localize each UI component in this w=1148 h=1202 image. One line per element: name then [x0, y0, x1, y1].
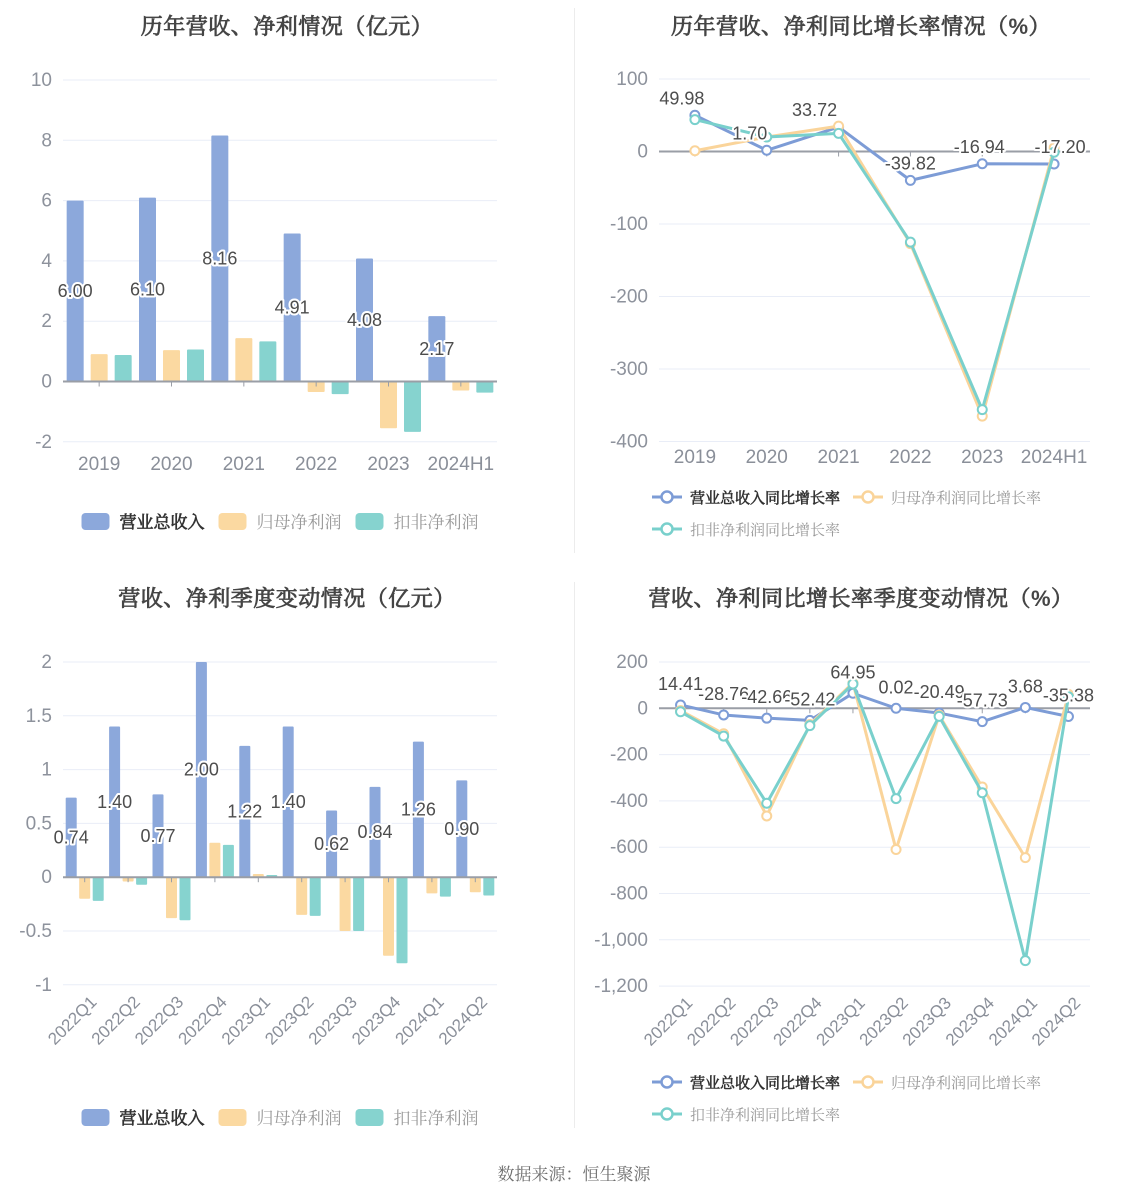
y-tick-label: -1,000: [594, 929, 648, 951]
data-point: [762, 146, 771, 155]
legend-label: 扣非净利润: [393, 1109, 479, 1128]
y-tick-label: -0.5: [19, 921, 52, 942]
data-point: [935, 712, 944, 721]
x-tick-label: 2022Q4: [174, 992, 231, 1049]
legend-label: 归母净利润同比增长率: [891, 490, 1042, 507]
value-label: 49.98: [659, 88, 705, 109]
bar: [440, 877, 451, 896]
bar: [93, 877, 104, 901]
legend-swatch: [219, 513, 247, 530]
x-tick-label: 2024H1: [1020, 447, 1088, 468]
legend-label: 营业总收入同比增长率: [690, 490, 841, 507]
x-tick-label: 2024H1: [427, 454, 495, 475]
y-tick-label: 2: [41, 652, 52, 673]
x-tick-label: 2023Q3: [898, 993, 955, 1050]
bar: [296, 877, 307, 915]
y-tick-label: -200: [609, 286, 648, 308]
chart-annual-revenue-profit-bar: [0, 0, 574, 570]
bar: [340, 877, 351, 931]
x-tick-label: 2022Q1: [640, 993, 697, 1050]
legend-item[interactable]: [652, 1074, 840, 1092]
y-tick-label: -200: [609, 744, 648, 766]
column-divider: [574, 582, 575, 1128]
value-label: -20.49: [913, 682, 965, 703]
y-tick-label: 100: [616, 69, 648, 90]
data-point: [1021, 703, 1030, 712]
y-tick-label: 200: [616, 652, 648, 673]
legend-marker: [662, 524, 673, 535]
x-tick-label: 2022Q3: [131, 992, 188, 1049]
y-tick-label: 1: [41, 759, 52, 781]
data-point: [719, 732, 728, 741]
x-tick-label: 2020: [745, 447, 788, 468]
x-tick-label: 2022: [889, 447, 932, 468]
data-point: [906, 176, 915, 185]
chart-title: 历年营收、净利同比增长率情况（%）: [670, 14, 1052, 39]
chart-annual-growth-line: [574, 0, 1148, 570]
legend-item[interactable]: [652, 1107, 840, 1124]
x-tick-label: 2024Q1: [984, 993, 1042, 1050]
legend-label: 归母净利润同比增长率: [891, 1075, 1042, 1092]
chart-title: 营收、净利同比增长率季度变动情况（%）: [648, 586, 1074, 611]
y-tick-label: -100: [609, 214, 648, 235]
x-tick-label: 2023Q4: [941, 993, 999, 1050]
chart-title: 历年营收、净利情况（亿元）: [140, 14, 434, 39]
data-point: [762, 811, 771, 820]
value-label: -28.76: [698, 683, 750, 704]
y-tick-label: 0: [41, 371, 52, 393]
legend-swatch: [356, 513, 384, 530]
y-tick-label: 4: [41, 250, 52, 272]
y-tick-label: 1.5: [25, 705, 52, 727]
data-source-note: 数据来源：恒生聚源: [497, 1165, 651, 1184]
x-tick-label: 2022Q1: [44, 992, 101, 1049]
value-label: -57.73: [956, 690, 1008, 711]
bar: [332, 382, 349, 395]
value-label: 8.16: [202, 248, 238, 269]
data-point: [690, 115, 699, 124]
y-tick-label: 2: [41, 311, 52, 333]
bar: [136, 877, 147, 885]
value-label: -35.38: [1042, 685, 1094, 706]
legend-marker: [863, 1077, 874, 1088]
value-label: -17.20: [1034, 136, 1086, 157]
bar: [259, 341, 276, 381]
x-tick-label: 2024Q2: [434, 992, 492, 1049]
value-label: 4.08: [346, 309, 383, 330]
legend-label: 营业总收入: [119, 513, 205, 532]
bar: [404, 382, 421, 432]
x-tick-label: 2023Q2: [261, 992, 318, 1049]
value-label: 6.00: [57, 281, 93, 302]
bar: [91, 354, 108, 381]
value-label: 1.26: [400, 799, 436, 820]
value-label: 0.90: [444, 818, 480, 839]
data-point: [834, 129, 843, 138]
y-tick-label: 10: [30, 70, 52, 91]
x-tick-label: 2023Q1: [217, 992, 275, 1049]
legend-marker: [662, 1077, 673, 1088]
value-label: 4.91: [274, 297, 310, 318]
legend-item[interactable]: [356, 513, 479, 532]
x-tick-label: 2023: [961, 447, 1004, 468]
bar: [235, 338, 252, 381]
x-tick-label: 2021: [222, 454, 265, 475]
data-point: [978, 717, 987, 726]
bar: [383, 877, 394, 956]
value-label: 3.68: [1007, 676, 1043, 697]
legend-label: 营业总收入同比增长率: [690, 1075, 841, 1092]
column-divider: [574, 8, 575, 553]
chart-quarterly-growth-line: [574, 570, 1148, 1160]
legend-item[interactable]: [652, 489, 840, 507]
legend-item[interactable]: [219, 1109, 342, 1128]
value-label: 0.74: [53, 827, 89, 848]
value-label: 14.41: [658, 673, 704, 694]
value-label: -52.42: [784, 689, 836, 710]
y-tick-label: -1: [35, 974, 52, 996]
x-tick-label: 2022: [295, 454, 338, 475]
chart-title: 营收、净利季度变动情况（亿元）: [118, 586, 456, 611]
x-tick-label: 2020: [150, 454, 193, 475]
data-point: [1021, 956, 1030, 965]
value-label: -42.66: [741, 687, 793, 708]
y-tick-label: 0: [41, 867, 52, 889]
legend-swatch: [82, 513, 110, 530]
data-point: [805, 721, 814, 730]
legend-item[interactable]: [853, 490, 1041, 507]
x-tick-label: 2023Q1: [812, 993, 869, 1050]
value-label: 64.95: [830, 662, 876, 683]
x-tick-label: 2023Q3: [304, 992, 361, 1049]
data-point: [978, 159, 987, 168]
line-series: [681, 684, 1069, 961]
data-point: [978, 405, 987, 414]
value-label: 1.22: [227, 801, 263, 822]
bar: [163, 350, 180, 381]
legend-item[interactable]: [853, 1075, 1041, 1092]
legend-item[interactable]: [82, 1108, 205, 1128]
bar: [380, 382, 397, 429]
y-tick-label: 0: [637, 141, 648, 163]
value-label: 0.62: [314, 833, 350, 854]
value-label: 6.10: [129, 279, 166, 300]
y-tick-label: -800: [609, 883, 648, 905]
bar: [187, 350, 204, 382]
data-point: [892, 704, 901, 713]
legend-item[interactable]: [219, 513, 342, 532]
data-point: [892, 845, 901, 854]
x-tick-label: 2022Q2: [87, 992, 144, 1049]
legend-marker: [662, 1109, 673, 1120]
x-tick-label: 2022Q4: [769, 993, 826, 1050]
legend-marker: [863, 492, 874, 503]
y-tick-label: 0.5: [25, 813, 52, 835]
data-point: [676, 707, 685, 716]
data-point: [762, 714, 771, 723]
y-tick-label: -300: [609, 359, 648, 380]
bar: [310, 877, 321, 916]
x-tick-label: 2022Q2: [683, 993, 740, 1050]
data-point: [762, 799, 771, 808]
y-tick-label: -600: [609, 837, 648, 859]
legend-swatch: [219, 1109, 247, 1126]
legend-label: 扣非净利润: [393, 513, 479, 532]
data-point: [1021, 853, 1030, 862]
value-label: 0.84: [357, 822, 393, 843]
value-label: 1.40: [97, 791, 133, 812]
x-tick-label: 2023Q2: [855, 993, 912, 1050]
value-label: 0.77: [140, 825, 176, 846]
legend-label: 归母净利润: [256, 513, 342, 532]
y-tick-label: -2: [35, 431, 52, 453]
bar: [209, 843, 220, 877]
data-point: [690, 146, 699, 155]
value-label: 0.02: [878, 677, 914, 698]
x-tick-label: 2023: [367, 454, 410, 475]
x-tick-label: 2021: [817, 447, 860, 468]
line-series: [695, 126, 1054, 416]
value-label: -39.82: [884, 153, 936, 174]
bar: [397, 877, 408, 963]
legend-item[interactable]: [356, 1109, 479, 1128]
value-label: 2.00: [183, 759, 219, 780]
bar: [476, 382, 493, 393]
legend-label: 扣非净利润同比增长率: [690, 522, 841, 539]
legend-swatch: [356, 1109, 384, 1126]
data-point: [978, 788, 987, 797]
bar: [223, 845, 234, 877]
value-label: 1.70: [732, 123, 768, 144]
bar: [353, 877, 364, 931]
value-label: 33.72: [792, 100, 838, 121]
y-tick-label: 8: [41, 130, 52, 152]
x-tick-label: 2024Q2: [1028, 993, 1085, 1050]
bar: [166, 877, 177, 918]
data-point: [892, 794, 901, 803]
y-tick-label: -1,200: [594, 976, 648, 998]
legend-item[interactable]: [82, 512, 205, 532]
legend-label: 营业总收入: [119, 1109, 205, 1128]
y-tick-label: 6: [41, 190, 52, 212]
y-tick-label: -400: [609, 790, 648, 812]
value-label: 2.17: [419, 338, 455, 359]
legend-item[interactable]: [652, 522, 840, 539]
legend-marker: [662, 492, 673, 503]
y-tick-label: -400: [609, 431, 648, 453]
x-tick-label: 2023Q4: [348, 992, 405, 1049]
bar: [115, 355, 132, 382]
legend-label: 扣非净利润同比增长率: [690, 1107, 841, 1124]
value-label: 1.40: [270, 791, 306, 812]
legend-label: 归母净利润: [256, 1109, 342, 1128]
value-label: -16.94: [953, 136, 1005, 157]
bar: [180, 877, 191, 920]
bar: [483, 877, 494, 895]
y-tick-label: 0: [637, 698, 648, 720]
x-tick-label: 2019: [78, 454, 121, 475]
chart-quarterly-revenue-profit-bar: [0, 570, 574, 1160]
data-point: [719, 710, 728, 719]
x-tick-label: 2019: [673, 447, 717, 468]
x-tick-label: 2022Q3: [726, 993, 783, 1050]
legend-swatch: [82, 1109, 110, 1126]
data-point: [906, 238, 915, 247]
x-tick-label: 2024Q1: [391, 992, 448, 1049]
